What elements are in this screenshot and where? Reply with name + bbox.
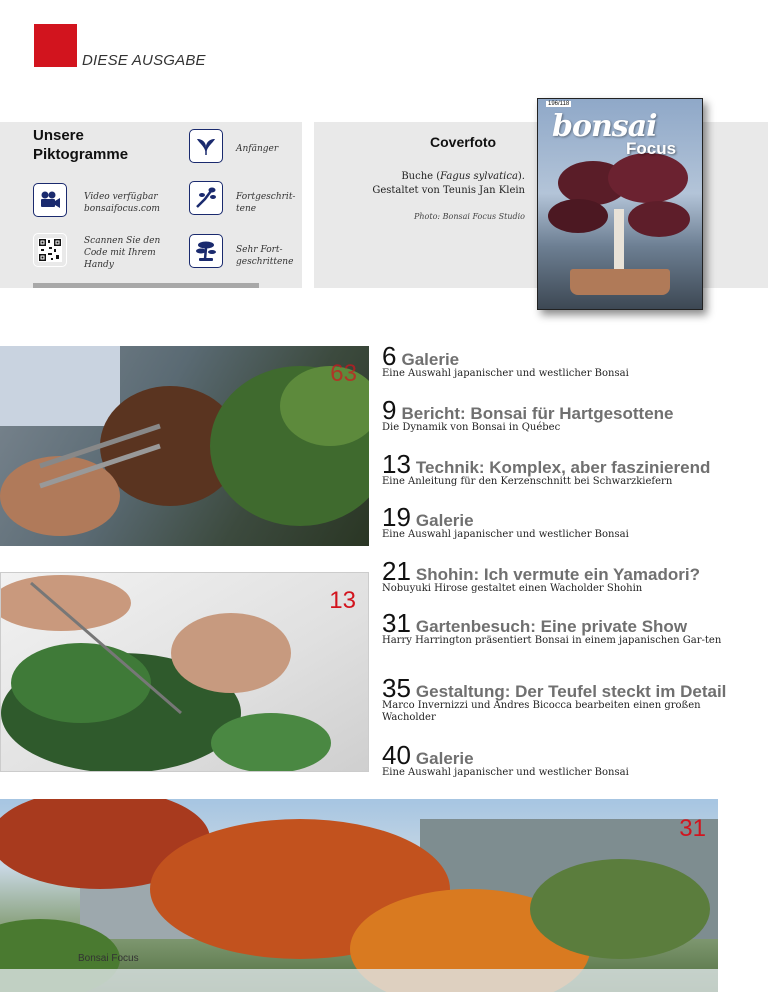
- page-reference: 31: [679, 815, 706, 842]
- page-reference: 63: [330, 360, 357, 387]
- toc-title: Technik: Komplex, aber faszinierend: [415, 458, 711, 477]
- toc-page-number: 31: [382, 608, 411, 638]
- pictogram-label-video: Video verfügbar bonsaifocus.com: [84, 192, 160, 214]
- caption-species: Fagus sylvatica: [440, 171, 518, 182]
- magazine-logo-sub: Focus: [626, 139, 677, 158]
- toc-entry[interactable]: [382, 450, 722, 488]
- toc-description: Nobuyuki Hirose gestaltet einen Wacholder Shohin: [382, 583, 643, 594]
- tree-foliage: [608, 153, 688, 203]
- toc-page-number: 40: [382, 740, 411, 770]
- toc-entry[interactable]: [382, 741, 722, 779]
- toc-entry[interactable]: [382, 609, 722, 647]
- photo-candle-pruning: [0, 572, 369, 772]
- toc-title: Gestaltung: Der Teufel steckt im Detail: [415, 682, 727, 701]
- toc-title: Galerie: [415, 749, 474, 768]
- divider: [33, 283, 259, 288]
- toc-page-number: 9: [382, 395, 397, 425]
- branch-icon: [189, 181, 223, 215]
- photo-root-pruning: [0, 346, 369, 546]
- cover-issue-number: 196/118: [548, 101, 570, 107]
- toc-description: Die Dynamik von Bonsai in Québec: [382, 422, 561, 433]
- cover-caption: [325, 170, 525, 198]
- toc-page-number: 21: [382, 556, 411, 586]
- pictogram-legend: [0, 122, 302, 288]
- toc-description: Eine Anleitung für den Kerzenschnitt bei Schwarzkiefern: [382, 476, 673, 487]
- toc-title: Gartenbesuch: Eine private Show: [415, 617, 688, 636]
- bonsai-pot: [570, 269, 670, 295]
- pictogram-label-expert: Sehr Fort-geschrittene: [236, 245, 294, 267]
- photo-credit: Photo: Bonsai Focus Studio: [414, 212, 525, 221]
- footer-brand: Bonsai Focus: [78, 953, 139, 964]
- section-marker: [34, 24, 77, 67]
- toc-title: Shohin: Ich vermute ein Yamadori?: [415, 565, 700, 584]
- toc-description: Marco Invernizzi und Andres Bicocca bearbeiten einen großen Wacholder: [382, 700, 701, 723]
- pictogram-title: Unsere Piktogramme: [33, 127, 129, 163]
- toc-page-number: 13: [382, 449, 411, 479]
- qr-code-icon: [33, 233, 67, 267]
- toc-description: Eine Auswahl japanischer und westlicher Bonsai: [382, 767, 629, 778]
- section-title: DIESE AUSGABE: [82, 52, 206, 69]
- toc-entry[interactable]: [382, 342, 722, 380]
- photo-illustration: [0, 346, 369, 546]
- video-camera-icon: [33, 183, 67, 217]
- toc-title: Bericht: Bonsai für Hartgesottene: [401, 404, 674, 423]
- toc-title: Galerie: [415, 511, 474, 530]
- magazine-logo: bonsai: [552, 109, 657, 144]
- toc-entry[interactable]: [382, 503, 722, 541]
- tree-trunk: [614, 209, 624, 273]
- cover-title: Coverfoto: [430, 134, 497, 150]
- caption-designer: Gestaltet von Teunis Jan Klein: [372, 185, 525, 196]
- caption-prefix: Buche (: [401, 171, 441, 182]
- toc-entry[interactable]: [382, 557, 722, 595]
- pictogram-label-advanced: Fortgeschrit-tene: [236, 192, 296, 214]
- toc-title: Galerie: [401, 350, 460, 369]
- toc-page-number: 6: [382, 341, 397, 371]
- pictogram-label-qr: Scannen Sie den Code mit Ihrem Handy: [84, 236, 161, 270]
- caption-suffix: ).: [517, 171, 525, 182]
- tree-icon: [189, 234, 223, 268]
- tree-foliage: [628, 201, 690, 237]
- toc-page-number: 19: [382, 502, 411, 532]
- toc-entry[interactable]: [382, 673, 727, 724]
- pictogram-label-beginner: Anfänger: [236, 144, 279, 154]
- photo-illustration: [1, 573, 369, 772]
- tree-foliage: [548, 199, 608, 233]
- toc-description: Eine Auswahl japanischer und westlicher Bonsai: [382, 529, 629, 540]
- leaf-icon: [189, 129, 223, 163]
- cover-image: [537, 98, 703, 310]
- page-reference: 13: [329, 587, 356, 614]
- toc-page-number: 35: [382, 673, 411, 703]
- toc-description: Eine Auswahl japanischer und westlicher Bonsai: [382, 368, 629, 379]
- toc-entry[interactable]: [382, 396, 722, 434]
- toc-description: Harry Harrington präsentiert Bonsai in einem japanischen Gar-ten: [382, 635, 722, 646]
